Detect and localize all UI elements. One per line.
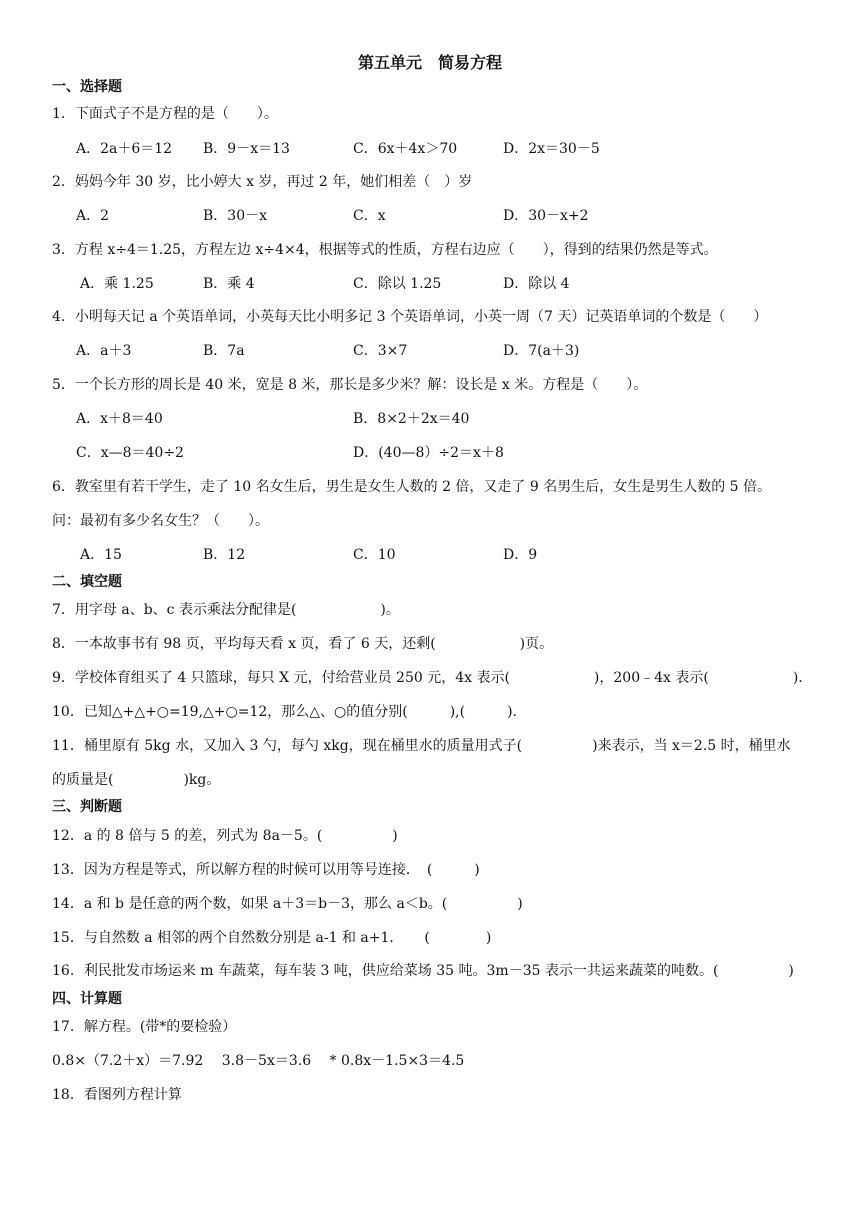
question-3-option-d: D．除以 4	[503, 276, 570, 292]
question-2-stem: 2．妈妈今年 30 岁，比小婷大 x 岁，再过 2 年，她们相差（ ）岁	[52, 174, 473, 190]
question-1-option-c: C．6x＋4x＞70	[353, 141, 458, 157]
question-13: 13．因为方程是等式，所以解方程的时候可以用等号连接． ( )	[52, 862, 480, 878]
question-1-stem: 1．下面式子不是方程的是（ ）。	[52, 106, 278, 122]
question-8: 8．一本故事书有 98 页，平均每天看 x 页，看了 6 天，还剩( )页。	[52, 636, 554, 652]
question-12: 12．a 的 8 倍与 5 的差，列式为 8a－5。( )	[52, 828, 398, 844]
question-4-option-a: A．a＋3	[76, 343, 132, 359]
question-11-line-1: 11．桶里原有 5kg 水，又加入 3 勺，每勺 xkg，现在桶里水的质量用式子( )来表示，当 x＝2.5 时，桶里水	[52, 738, 791, 754]
question-5-option-a: A．x＋8＝40	[76, 411, 163, 427]
question-7: 7．用字母 a、b、c 表示乘法分配律是( )。	[52, 602, 400, 618]
question-16: 16．利民批发市场运来 m 车蔬菜，每车装 3 吨，供应给菜场 35 吨。3m－35 表示一共运来蔬菜的吨数。( )	[52, 963, 794, 979]
question-6-option-a: A．15	[80, 547, 122, 563]
question-6-option-d: D．9	[503, 547, 538, 563]
question-15: 15．与自然数 a 相邻的两个自然数分别是 a-1 和 a+1． ( )	[52, 930, 492, 946]
question-14: 14．a 和 b 是任意的两个数，如果 a＋3＝b－3，那么 a＜b。( )	[52, 896, 523, 912]
question-6-line-2: 问：最初有多少名女生？（ ）。	[52, 513, 269, 529]
question-17-equations: 0.8×（7.2＋x）＝7.92 3.8－5x＝3.6 * 0.8x－1.5×3＝4.5	[52, 1053, 465, 1069]
question-5-option-c: C．x—8＝40÷2	[76, 445, 184, 461]
section-heading-choice: 一、选择题	[52, 79, 122, 95]
page-title: 第五单元 简易方程	[357, 53, 502, 72]
question-1-option-b: B．9－x＝13	[203, 141, 290, 157]
question-6-option-b: B．12	[203, 547, 246, 563]
section-heading-fill-blank: 二、填空题	[52, 574, 122, 590]
section-heading-calculation: 四、计算题	[52, 991, 122, 1007]
question-10: 10．已知△+△+○=19,△+○=12，那么△、○的值分别( ),( ).	[52, 704, 518, 720]
question-3-stem: 3．方程 x÷4＝1.25，方程左边 x÷4×4，根据等式的性质，方程右边应（ ），得到的结果仍然是等式。	[52, 242, 718, 258]
question-2-option-a: A．2	[76, 208, 110, 224]
question-4-option-c: C．3×7	[353, 343, 408, 359]
question-2-option-b: B．30－x	[203, 208, 267, 224]
question-3-option-c: C．除以 1.25	[353, 276, 442, 292]
question-6-option-c: C．10	[353, 547, 396, 563]
question-3-option-a: A．乘 1.25	[80, 276, 154, 292]
question-3-option-b: B．乘 4	[203, 276, 255, 292]
section-heading-true-false: 三、判断题	[52, 799, 122, 815]
question-18: 18．看图列方程计算	[52, 1087, 182, 1103]
question-1-option-d: D．2x＝30－5	[503, 141, 600, 157]
question-11-line-2: 的质量是( )kg。	[52, 772, 221, 788]
question-5-option-b: B．8×2＋2x＝40	[353, 411, 470, 427]
question-4-option-b: B．7a	[203, 343, 245, 359]
question-4-option-d: D．7(a＋3)	[503, 343, 580, 359]
question-9: 9．学校体育组买了 4 只篮球，每只 X 元，付给营业员 250 元，4x 表示( )，200﹣4x 表示( ).	[52, 670, 803, 686]
question-17-stem: 17．解方程。(带*的要检验）	[52, 1019, 237, 1035]
question-5-stem: 5．一个长方形的周长是 40 米，宽是 8 米，那长是多少米？解：设长是 x 米。方程是（ ）。	[52, 377, 648, 393]
question-1-option-a: A．2a＋6＝12	[76, 141, 173, 157]
question-6-line-1: 6．教室里有若干学生，走了 10 名女生后，男生是女生人数的 2 倍，又走了 9 名男生后，女生是男生人数的 5 倍。	[52, 479, 772, 495]
question-5-option-d: D．(40—8）÷2＝x＋8	[353, 445, 504, 461]
question-2-option-d: D．30－x+2	[503, 208, 589, 224]
question-2-option-c: C．x	[353, 208, 386, 224]
question-4-stem: 4．小明每天记 a 个英语单词，小英每天比小明多记 3 个英语单词，小英一周（7 天）记英语单词的个数是（ ）	[52, 309, 768, 325]
